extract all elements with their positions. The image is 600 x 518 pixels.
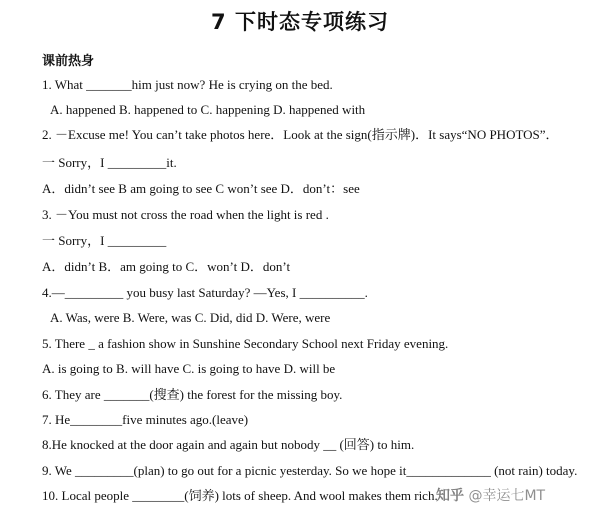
- question-2-reply: 一 Sorry，I _________it.: [42, 155, 177, 170]
- question-6: 6. They are _______(搜查) the forest for the missing boy.: [42, 387, 343, 402]
- question-10: 10. Local people ________(饲养) lots of sheep. And wool makes them rich.: [42, 488, 438, 503]
- question-1-options: A. happened B. happened to C. happening D. happened with: [50, 102, 366, 117]
- question-9: 9. We _________(plan) to go out for a picnic yesterday. So we hope it_____________ (not rain) today.: [42, 463, 578, 478]
- question-1: 1. What _______him just now? He is crying on the bed.: [42, 77, 333, 92]
- question-7: 7. He________five minutes ago.(leave): [42, 412, 249, 427]
- zhihu-logo: 知乎: [436, 488, 464, 504]
- question-3-options: A．didn’t B．am going to C．won’t D．don’t: [42, 259, 291, 274]
- question-3-reply: 一 Sorry，I _________: [42, 233, 167, 248]
- question-8: 8.He knocked at the door again and again but nobody __ (回答) to him.: [42, 437, 415, 452]
- question-5: 5. There _ a fashion show in Sunshine Secondary School next Friday evening.: [42, 336, 449, 351]
- question-4: 4.—_________ you busy last Saturday? —Yes, I __________.: [42, 285, 368, 300]
- question-5-options: A. is going to B. will have C. is going to have D. will be: [42, 361, 336, 376]
- page-title: 7 下时态专项练习: [211, 10, 389, 34]
- question-2: 2. －Excuse me! You can’t take photos here．Look at the sign(指示牌)．It says“NO PHOTOS”．: [42, 127, 559, 142]
- watermark-handle: @幸运七MT: [468, 488, 546, 504]
- watermark: [436, 485, 545, 505]
- question-4-options: A. Was, were B. Were, was C. Did, did D. Were, were: [50, 310, 331, 325]
- question-2-options: A．didn’t see B am going to see C won’t see D．don’t：see: [42, 181, 360, 196]
- section-heading: 课前热身: [42, 54, 95, 69]
- question-3: 3. －You must not cross the road when the light is red .: [42, 207, 329, 222]
